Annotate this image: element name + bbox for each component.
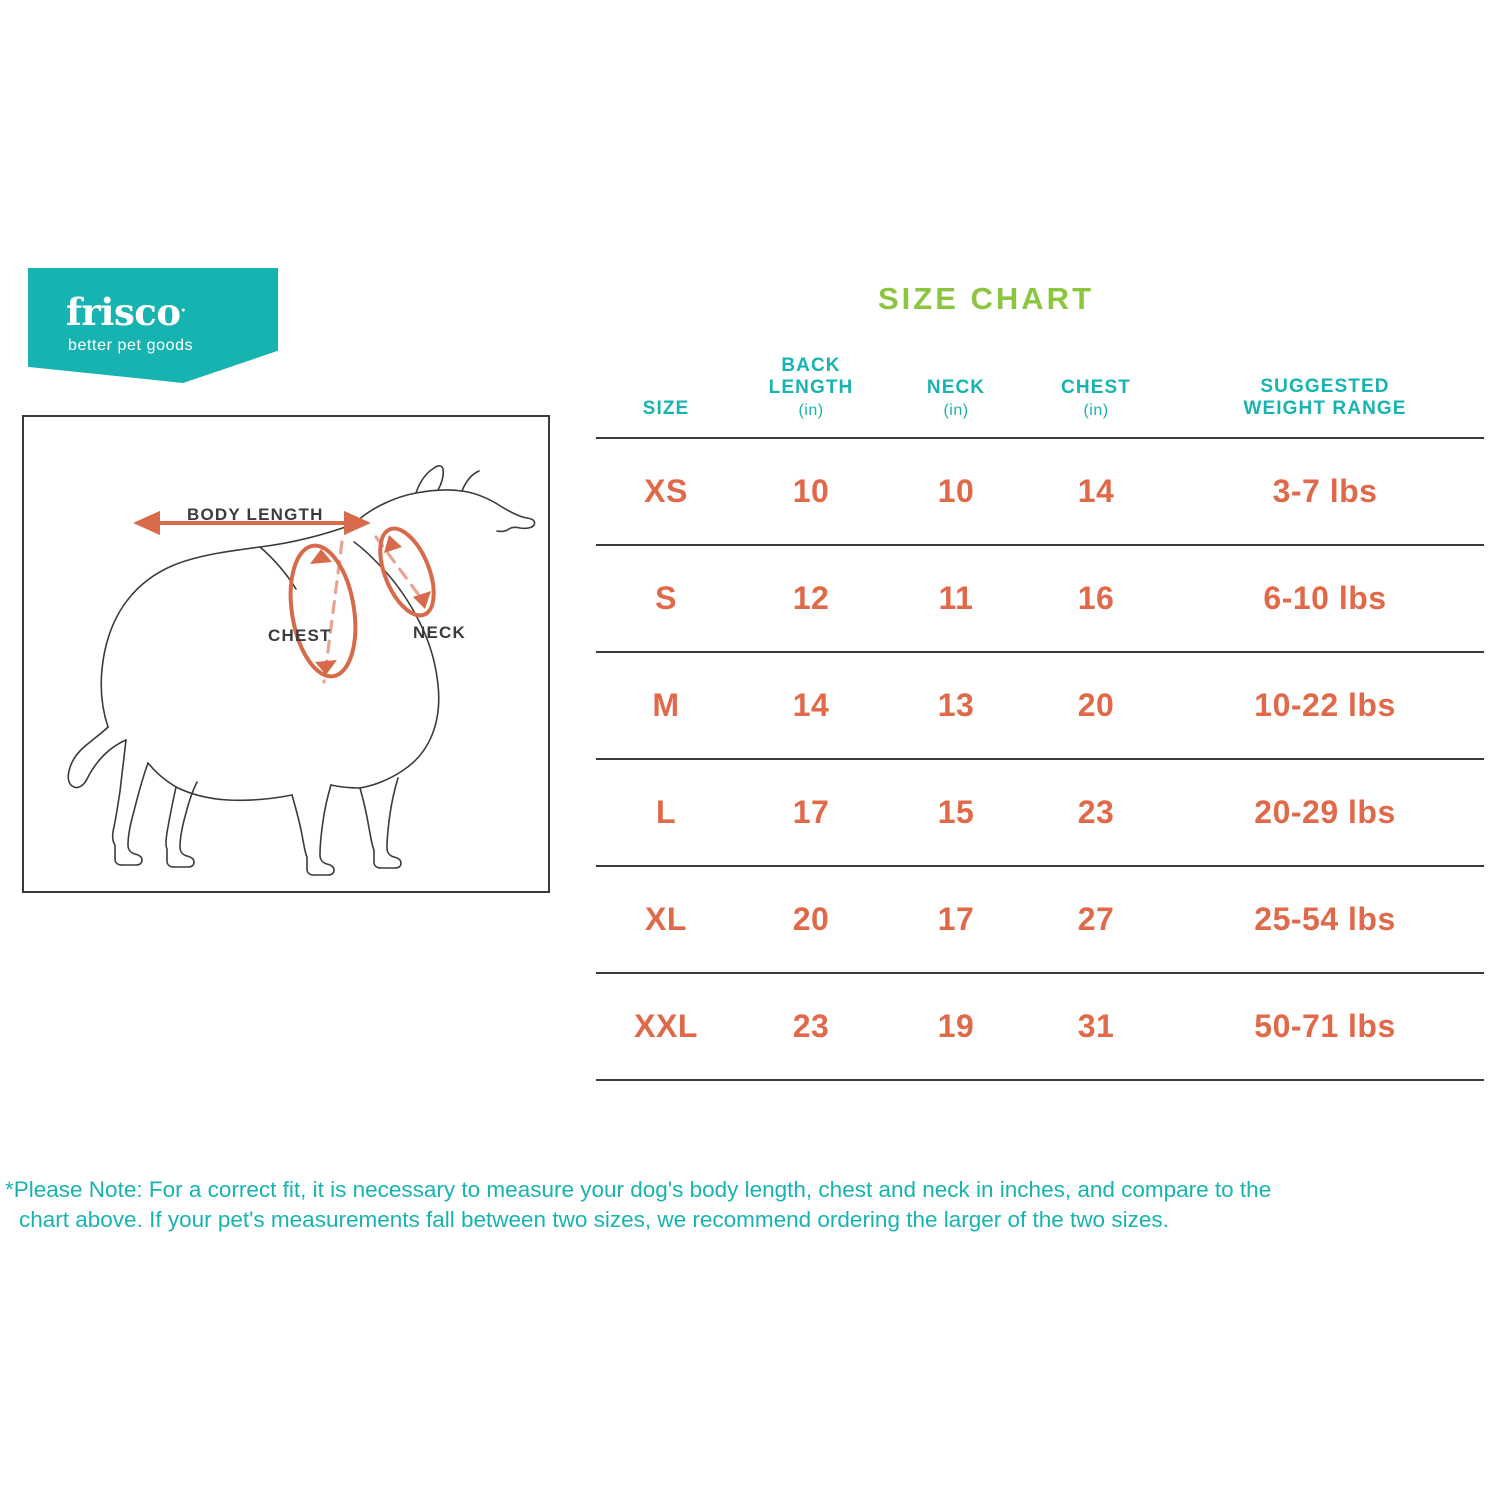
cell-neck: 10: [886, 438, 1026, 545]
dog-measurement-illustration: [24, 417, 548, 891]
column-header-back-length-unit: (in): [798, 401, 824, 419]
column-header-back-length: [736, 355, 886, 438]
cell-chest: 20: [1026, 652, 1166, 759]
cell-back-length: 17: [736, 759, 886, 866]
cell-size: XL: [596, 866, 736, 973]
size-chart-table: [596, 355, 1484, 1081]
column-header-size-label: SIZE: [642, 398, 690, 420]
table-row: [596, 652, 1484, 759]
column-header-chest-unit: (in): [1083, 401, 1109, 419]
cell-size: S: [596, 545, 736, 652]
table-row: [596, 438, 1484, 545]
column-header-neck-label: NECK: [926, 377, 986, 399]
column-header-back-length-line1: BACK: [781, 355, 841, 376]
table-row: [596, 973, 1484, 1080]
cell-chest: 23: [1026, 759, 1166, 866]
label-neck: NECK: [413, 623, 466, 642]
label-body-length: BODY LENGTH: [187, 505, 324, 524]
column-header-weight-range: [1166, 355, 1484, 438]
column-header-chest-label: CHEST: [1061, 377, 1131, 399]
cell-chest: 31: [1026, 973, 1166, 1080]
size-chart-table-wrapper: [596, 355, 1484, 1081]
cell-neck: 15: [886, 759, 1026, 866]
label-chest: CHEST: [268, 626, 332, 645]
footnote-line-2: chart above. If your pet's measurements fall between two sizes, we recommend ordering the larger of the two sizes.: [19, 1207, 1169, 1233]
brand-name: [66, 290, 186, 334]
cell-weight-range: 20-29 lbs: [1166, 759, 1484, 866]
table-row: [596, 759, 1484, 866]
cell-back-length: 12: [736, 545, 886, 652]
cell-weight-range: 10-22 lbs: [1166, 652, 1484, 759]
cell-chest: 27: [1026, 866, 1166, 973]
brand-registered-mark: .: [180, 296, 186, 316]
cell-back-length: 20: [736, 866, 886, 973]
measurement-diagram: [22, 415, 550, 893]
brand-logo: [28, 268, 278, 383]
cell-weight-range: 6-10 lbs: [1166, 545, 1484, 652]
column-header-weight-range-line2: WEIGHT RANGE: [1243, 398, 1407, 420]
table-row: [596, 545, 1484, 652]
cell-size: M: [596, 652, 736, 759]
cell-weight-range: 25-54 lbs: [1166, 866, 1484, 973]
cell-size: L: [596, 759, 736, 866]
cell-chest: 14: [1026, 438, 1166, 545]
footnote: [5, 1175, 1495, 1236]
cell-size: XS: [596, 438, 736, 545]
cell-neck: 11: [886, 545, 1026, 652]
brand-tagline: better pet goods: [68, 337, 194, 354]
cell-back-length: 10: [736, 438, 886, 545]
cell-neck: 17: [886, 866, 1026, 973]
column-header-neck: [886, 355, 1026, 438]
footnote-line-1: *Please Note: For a correct fit, it is necessary to measure your dog's body length, chest and neck in inches, and compare to the: [5, 1177, 1272, 1202]
cell-size: XXL: [596, 973, 736, 1080]
column-header-size: [596, 355, 736, 438]
cell-back-length: 23: [736, 973, 886, 1080]
cell-neck: 13: [886, 652, 1026, 759]
page-title: SIZE CHART: [878, 281, 1094, 316]
column-header-chest: [1026, 355, 1166, 438]
cell-back-length: 14: [736, 652, 886, 759]
column-header-weight-range-line1: SUGGESTED: [1260, 375, 1390, 397]
column-header-back-length-line2: LENGTH: [768, 377, 854, 399]
column-header-neck-unit: (in): [943, 401, 969, 419]
table-header-row: [596, 355, 1484, 438]
cell-neck: 19: [886, 973, 1026, 1080]
cell-weight-range: 3-7 lbs: [1166, 438, 1484, 545]
cell-weight-range: 50-71 lbs: [1166, 973, 1484, 1080]
table-row: [596, 866, 1484, 973]
cell-chest: 16: [1026, 545, 1166, 652]
brand-name-text: frisco: [66, 290, 181, 334]
